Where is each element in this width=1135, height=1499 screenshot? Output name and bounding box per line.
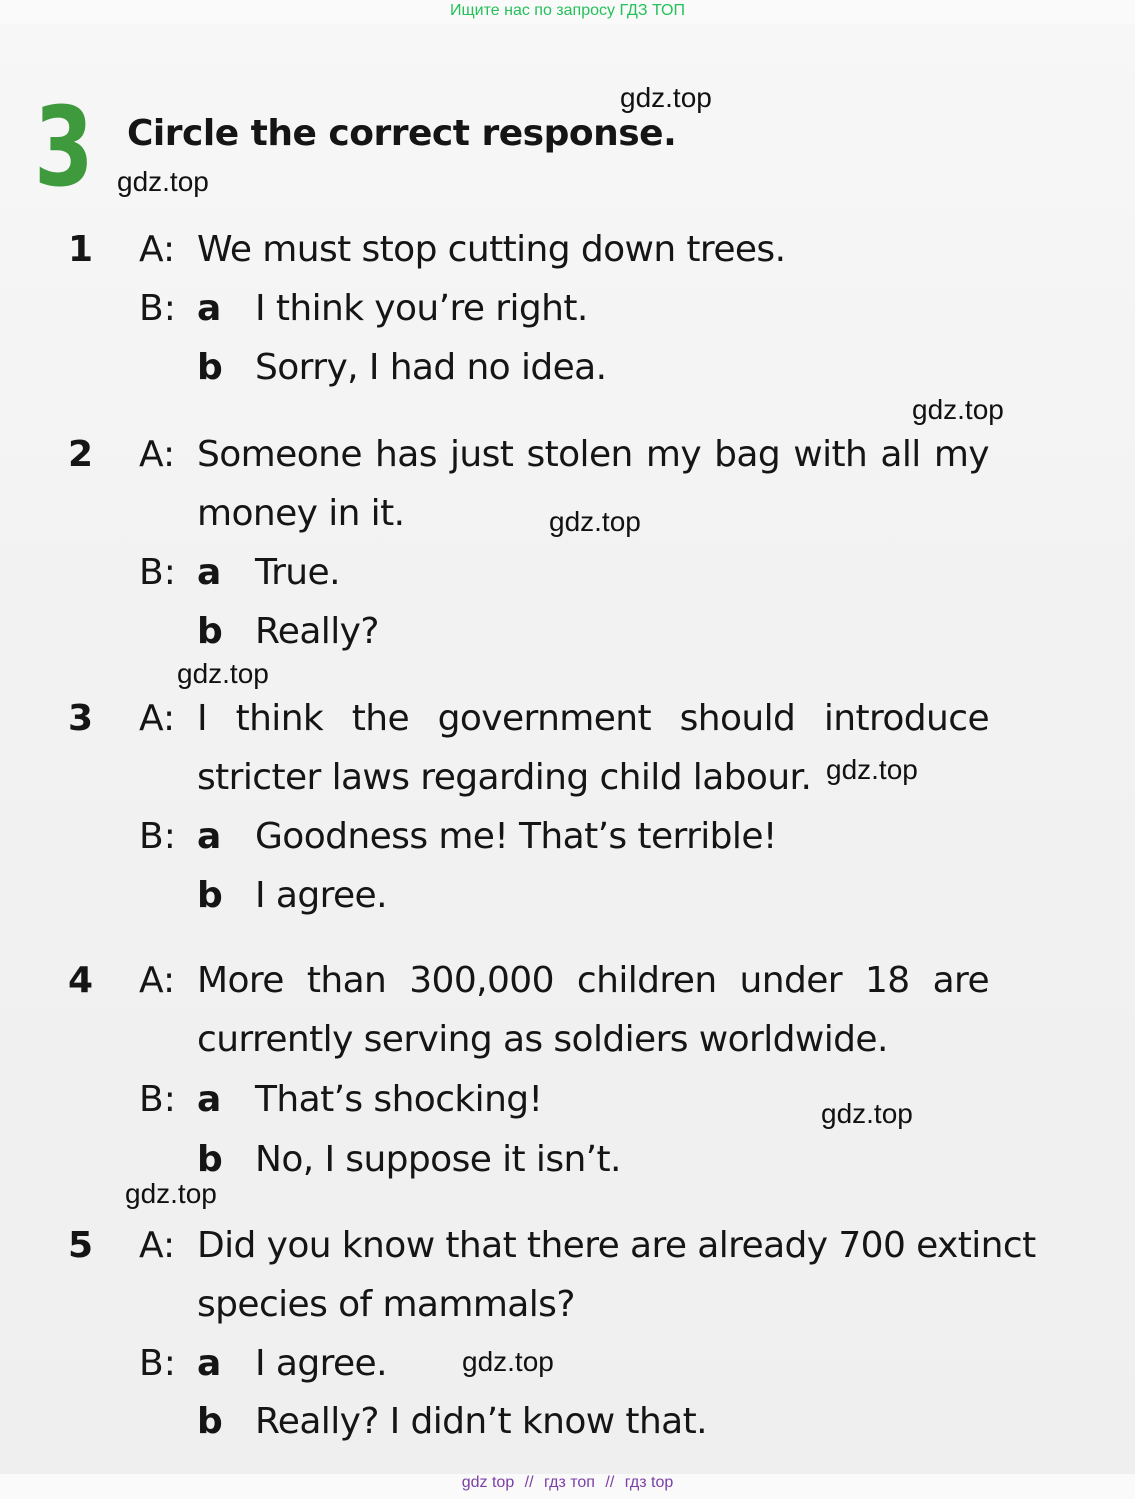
bottom-banner-link[interactable]: gdz top [461,1474,515,1491]
speaker-a-label: A: [139,698,176,739]
speaker-a-line: Someone has just stolen my bag with all my [197,434,989,475]
speaker-a-line: More than 300,000 children under 18 are [197,960,989,1001]
watermark: gdz.top [912,394,1004,425]
option-text[interactable]: Really? [255,611,379,652]
option-letter: a [197,552,222,593]
speaker-a-line: currently serving as soldiers worldwide. [197,1019,888,1060]
option-letter: a [197,288,222,329]
option-text[interactable]: No, I suppose it isn’t. [255,1139,621,1180]
option-text[interactable]: I think you’re right. [255,288,588,329]
option-letter: b [197,1401,223,1442]
option-text[interactable]: That’s shocking! [255,1079,543,1120]
speaker-b-label: B: [139,1343,176,1384]
option-text[interactable]: True. [255,552,340,593]
bottom-banner-link[interactable]: гдз top [624,1474,674,1491]
speaker-a-label: A: [139,434,176,475]
top-banner[interactable]: Ищите нас по запросу ГДЗ ТОП [450,2,685,19]
speaker-b-label: B: [139,552,176,593]
speaker-b-label: B: [139,1079,176,1120]
option-letter: b [197,1139,223,1180]
watermark: gdz.top [117,166,209,197]
watermark: gdz.top [826,754,918,785]
option-text[interactable]: I agree. [255,1343,387,1384]
speaker-a-line: stricter laws regarding child labour. [197,757,812,798]
watermark: gdz.top [549,506,641,537]
question-number: 4 [68,960,94,1001]
speaker-b-label: B: [139,288,176,329]
question-number: 1 [68,229,94,270]
watermark: gdz.top [620,82,712,113]
option-letter: a [197,1079,222,1120]
question-number: 3 [68,698,94,739]
exercise-heading: Circle the correct response. [127,113,677,154]
watermark: gdz.top [821,1098,913,1129]
speaker-a-label: A: [139,1225,176,1266]
question-number: 5 [68,1225,94,1266]
speaker-a-label: A: [139,229,176,270]
option-text[interactable]: Goodness me! That’s terrible! [255,816,777,857]
exercise-number: 3 [34,83,94,211]
option-text[interactable]: Really? I didn’t know that. [255,1401,707,1442]
option-letter: b [197,347,223,388]
speaker-a-line: money in it. [197,493,405,534]
bottom-banner-link[interactable]: гдз топ [544,1474,595,1491]
speaker-a-label: A: [139,960,176,1001]
option-text[interactable]: I agree. [255,875,387,916]
question-number: 2 [68,434,94,475]
banner-separator: // [605,1474,615,1491]
speaker-a-line: I think the government should introduce [197,698,989,739]
option-text[interactable]: Sorry, I had no idea. [255,347,607,388]
watermark: gdz.top [462,1346,554,1377]
speaker-a-line: We must stop cutting down trees. [197,229,786,270]
speaker-b-label: B: [139,816,176,857]
banner-separator: // [524,1474,534,1491]
option-letter: b [197,875,223,916]
option-letter: b [197,611,223,652]
speaker-a-line: species of mammals? [197,1284,575,1325]
option-letter: a [197,1343,222,1384]
watermark: gdz.top [177,658,269,689]
option-letter: a [197,816,222,857]
watermark: gdz.top [125,1178,217,1209]
speaker-a-line: Did you know that there are already 700 extinct [197,1225,1036,1266]
bottom-banner[interactable] [0,1474,1135,1492]
